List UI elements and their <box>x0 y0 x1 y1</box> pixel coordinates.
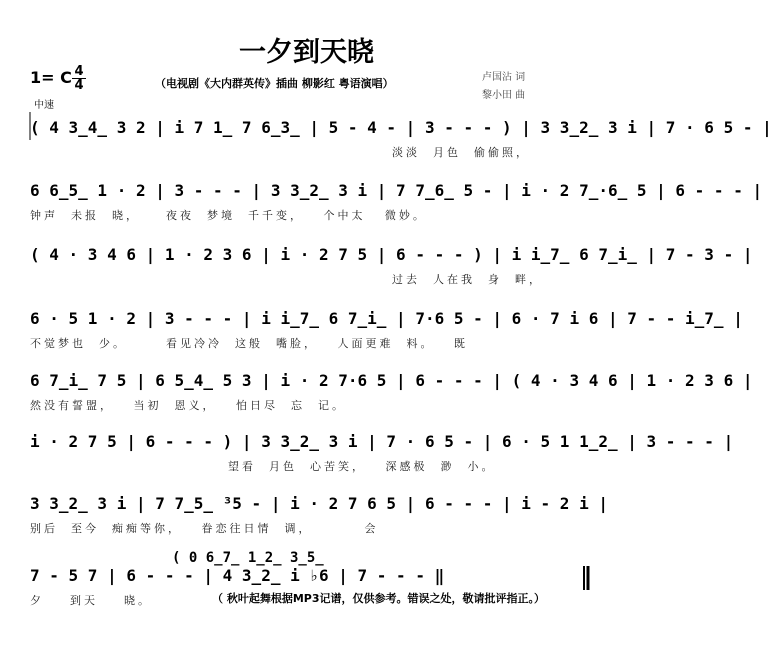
song-subtitle: （电视剧《大内群英传》插曲 柳影红 粤语演唱） <box>155 77 394 90</box>
composer-credit: 黎小田 曲 <box>482 90 526 101</box>
lyricist-credit: 卢国沾 词 <box>482 72 526 83</box>
lyric-line-7: 别后 至今 痴痴等你， 眷恋往日情 调， 会 <box>30 522 379 535</box>
lyric-line-2: 钟声 未报 晓， 夜夜 梦境 千千变， 个中太 微妙。 <box>30 209 427 222</box>
lyric-line-4: 不觉梦也 少。 看见冷冷 这般 嘴脸， 人面更难 料。 既 <box>30 337 468 350</box>
notation-row-1: ( 4 3̲4̲ 3 2 | i 7 1̲ 7 6̲3̲ | 5 - 4 - | 3 - - - ) | 3 3̲2̲ 3 i | 7 · 6 5 - | <box>30 118 772 137</box>
notation-row-7: 3 3̲2̲ 3 i | 7 7̲5̲ ³5 - | i · 2 7 6 5 | 6 - - - | i - 2 i | <box>30 494 608 513</box>
lyric-line-1: 淡淡 月色 偷偷照， <box>392 146 530 159</box>
grace-notes: ( 0 6̲7̲ 1̲2̲ 3̲5̲ <box>172 550 324 566</box>
time-signature-top: 4 <box>74 64 84 79</box>
lyric-line-3: 过去 人在我 身 畔， <box>392 273 543 286</box>
tempo-marking: 中速 <box>34 100 54 111</box>
notation-row-8: 7 - 5 7 | 6 - - - | 4 3̲2̲ i ♭6 | 7 - - - ‖ <box>30 566 445 585</box>
notation-row-2: 6 6̲5̲ 1 · 2 | 3 - - - | 3 3̲2̲ 3 i | 7 7̲6̲ 5 - | i · 2 7̲·6̲ 5 | 6 - - - | <box>30 181 763 200</box>
notation-row-4: 6 · 5 1 · 2 | 3 - - - | i i̲7̲ 6 7̲i̲ | 7·6 5 - | 6 · 7 i 6 | 7 - - i̲7̲ | <box>30 309 743 328</box>
song-title: 一夕到天晓 <box>239 37 374 68</box>
time-signature-bottom: 4 <box>74 78 84 93</box>
notation-row-5: 6 7̲i̲ 7 5 | 6 5̲4̲ 5 3 | i · 2 7·6 5 | 6 - - - | ( 4 · 3 4 6 | 1 · 2 3 6 | <box>30 371 753 390</box>
notation-row-3: ( 4 · 3 4 6 | 1 · 2 3 6 | i · 2 7 5 | 6 - - - ) | i i̲7̲ 6 7̲i̲ | 7 - 3 - | <box>30 245 753 264</box>
time-signature <box>72 65 86 92</box>
key-signature: 1= C <box>30 68 72 87</box>
lyric-line-8: 夕 到天 晓。 <box>30 594 152 607</box>
notation-row-6: i · 2 7 5 | 6 - - - ) | 3 3̲2̲ 3 i | 7 · 6 5 - | 6 · 5 1 1̲2̲ | 3 - - - | <box>30 432 734 451</box>
lyric-line-5: 然没有誓盟， 当初 恩义， 怕日尽 忘 记。 <box>30 399 346 412</box>
lyric-line-6: 望看 月色 心苦笑， 深感极 渺 小。 <box>228 460 496 473</box>
transcription-footnote: （ 秋叶起舞根据MP3记谱，仅供参考。错误之处，敬请批评指正。） <box>212 592 545 605</box>
